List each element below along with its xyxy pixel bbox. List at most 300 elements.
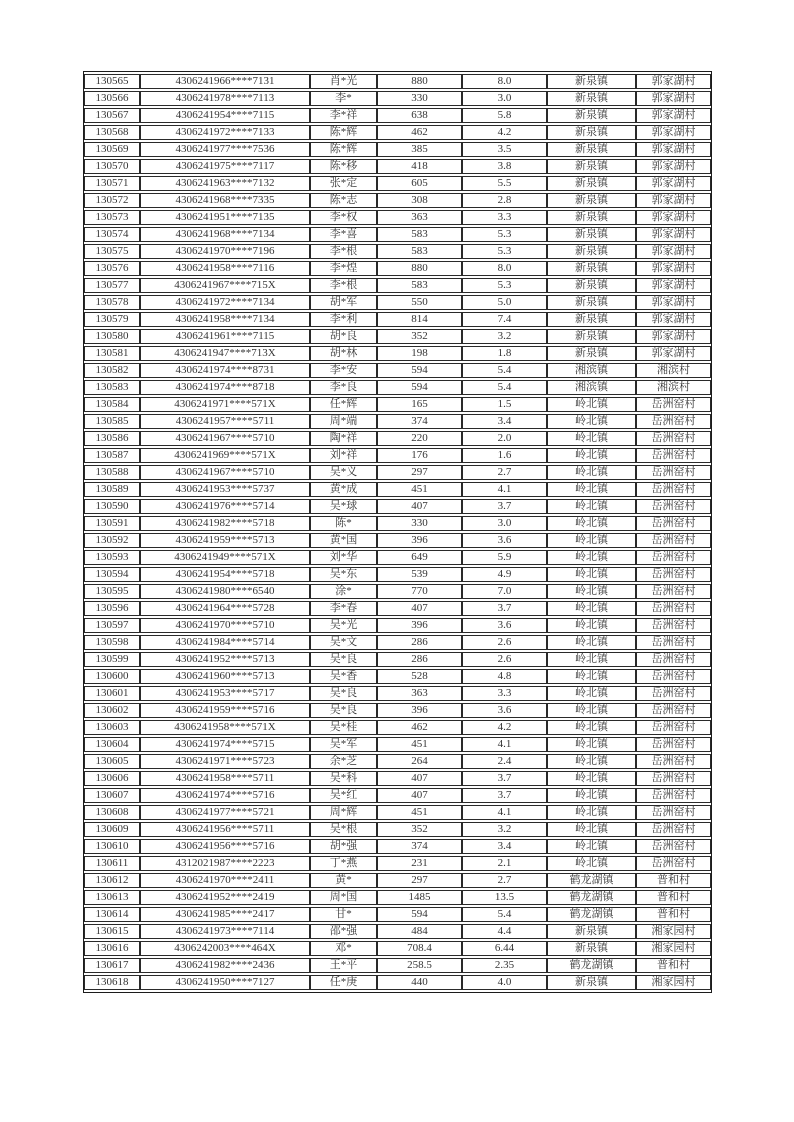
table-cell: 新泉镇 bbox=[547, 227, 636, 242]
table-cell: 新泉镇 bbox=[547, 941, 636, 956]
table-row bbox=[84, 91, 711, 106]
table-cell: 130582 bbox=[84, 363, 140, 378]
table-cell: 308 bbox=[377, 193, 462, 208]
table-row bbox=[84, 669, 711, 684]
table-cell: 130603 bbox=[84, 720, 140, 735]
table-cell: 新泉镇 bbox=[547, 924, 636, 939]
table-cell: 3.8 bbox=[462, 159, 547, 174]
table-cell: 130572 bbox=[84, 193, 140, 208]
table-cell: 4306241957****5711 bbox=[140, 414, 310, 429]
table-cell: 880 bbox=[377, 74, 462, 89]
table-row bbox=[84, 975, 711, 990]
table-cell: 130565 bbox=[84, 74, 140, 89]
table-cell: 130578 bbox=[84, 295, 140, 310]
table-cell: 330 bbox=[377, 516, 462, 531]
table-cell: 岳洲窑村 bbox=[636, 839, 711, 854]
table-cell: 130585 bbox=[84, 414, 140, 429]
table-cell: 4306241952****2419 bbox=[140, 890, 310, 905]
table-cell: 岭北镇 bbox=[547, 703, 636, 718]
table-cell: 郭家湖村 bbox=[636, 193, 711, 208]
table-cell: 3.0 bbox=[462, 91, 547, 106]
table-cell: 130590 bbox=[84, 499, 140, 514]
table-cell: 陈*志 bbox=[310, 193, 377, 208]
table-cell: 4306241956****5716 bbox=[140, 839, 310, 854]
table-cell: 4306241982****5718 bbox=[140, 516, 310, 531]
table-cell: 374 bbox=[377, 839, 462, 854]
table-cell: 吴*良 bbox=[310, 652, 377, 667]
table-cell: 363 bbox=[377, 210, 462, 225]
table-cell: 新泉镇 bbox=[547, 295, 636, 310]
table-cell: 任*辉 bbox=[310, 397, 377, 412]
table-cell: 普和村 bbox=[636, 873, 711, 888]
table-cell: 264 bbox=[377, 754, 462, 769]
table-cell: 吴*文 bbox=[310, 635, 377, 650]
table-cell: 普和村 bbox=[636, 890, 711, 905]
table-cell: 李*祥 bbox=[310, 108, 377, 123]
table-cell: 新泉镇 bbox=[547, 108, 636, 123]
table-cell: 新泉镇 bbox=[547, 244, 636, 259]
table-row bbox=[84, 703, 711, 718]
table-cell: 岳洲窑村 bbox=[636, 788, 711, 803]
table-row bbox=[84, 805, 711, 820]
table-cell: 岭北镇 bbox=[547, 584, 636, 599]
table-cell: 岳洲窑村 bbox=[636, 448, 711, 463]
table-cell: 3.2 bbox=[462, 822, 547, 837]
table-cell: 4306241980****6540 bbox=[140, 584, 310, 599]
table-cell: 新泉镇 bbox=[547, 329, 636, 344]
table-cell: 286 bbox=[377, 652, 462, 667]
table-cell: 肖*光 bbox=[310, 74, 377, 89]
table-cell: 4306241972****7133 bbox=[140, 125, 310, 140]
table-cell: 5.9 bbox=[462, 550, 547, 565]
table-cell: 583 bbox=[377, 244, 462, 259]
table-cell: 130611 bbox=[84, 856, 140, 871]
table-cell: 岭北镇 bbox=[547, 856, 636, 871]
table-cell: 岭北镇 bbox=[547, 465, 636, 480]
table-cell: 吴*光 bbox=[310, 618, 377, 633]
table-cell: 岳洲窑村 bbox=[636, 414, 711, 429]
table-cell: 4306241952****5713 bbox=[140, 652, 310, 667]
table-cell: 鹤龙湖镇 bbox=[547, 907, 636, 922]
table-cell: 4306241976****5714 bbox=[140, 499, 310, 514]
table-cell: 新泉镇 bbox=[547, 312, 636, 327]
table-cell: 4.0 bbox=[462, 975, 547, 990]
table-cell: 130593 bbox=[84, 550, 140, 565]
table-cell: 4306241968****7134 bbox=[140, 227, 310, 242]
table-cell: 130602 bbox=[84, 703, 140, 718]
table-row bbox=[84, 227, 711, 242]
table-cell: 330 bbox=[377, 91, 462, 106]
table-cell: 3.4 bbox=[462, 839, 547, 854]
table-row bbox=[84, 720, 711, 735]
table-cell: 4.2 bbox=[462, 125, 547, 140]
table-row bbox=[84, 346, 711, 361]
table-cell: 638 bbox=[377, 108, 462, 123]
table-cell: 岳洲窑村 bbox=[636, 635, 711, 650]
table-cell: 4306241958****7116 bbox=[140, 261, 310, 276]
table-cell: 黄* bbox=[310, 873, 377, 888]
table-row bbox=[84, 822, 711, 837]
table-cell: 4.8 bbox=[462, 669, 547, 684]
table-cell: 4306241963****7132 bbox=[140, 176, 310, 191]
table-cell: 郭家湖村 bbox=[636, 210, 711, 225]
table-cell: 3.3 bbox=[462, 210, 547, 225]
table-cell: 4306241953****5717 bbox=[140, 686, 310, 701]
table-cell: 4306241968****7335 bbox=[140, 193, 310, 208]
table-row bbox=[84, 550, 711, 565]
table-cell: 4306241967****5710 bbox=[140, 465, 310, 480]
table-cell: 3.7 bbox=[462, 601, 547, 616]
table-cell: 任*庚 bbox=[310, 975, 377, 990]
table-cell: 484 bbox=[377, 924, 462, 939]
table-cell: 4306241950****7127 bbox=[140, 975, 310, 990]
table-cell: 649 bbox=[377, 550, 462, 565]
table-row bbox=[84, 74, 711, 89]
table-cell: 吴*香 bbox=[310, 669, 377, 684]
table-cell: 岭北镇 bbox=[547, 788, 636, 803]
table-row bbox=[84, 771, 711, 786]
table-cell: 130615 bbox=[84, 924, 140, 939]
table-cell: 岭北镇 bbox=[547, 397, 636, 412]
table-row bbox=[84, 176, 711, 191]
table-row bbox=[84, 618, 711, 633]
table-cell: 岭北镇 bbox=[547, 499, 636, 514]
table-cell: 4306241972****7134 bbox=[140, 295, 310, 310]
table-cell: 岭北镇 bbox=[547, 482, 636, 497]
table-cell: 普和村 bbox=[636, 958, 711, 973]
table-cell: 新泉镇 bbox=[547, 261, 636, 276]
table-cell: 李*根 bbox=[310, 278, 377, 293]
table-cell: 岳洲窑村 bbox=[636, 703, 711, 718]
table-cell: 岭北镇 bbox=[547, 771, 636, 786]
table-row bbox=[84, 686, 711, 701]
table-cell: 岭北镇 bbox=[547, 822, 636, 837]
table-cell: 岳洲窑村 bbox=[636, 516, 711, 531]
table-row bbox=[84, 516, 711, 531]
table-cell: 岭北镇 bbox=[547, 669, 636, 684]
table-cell: 605 bbox=[377, 176, 462, 191]
table-cell: 岳洲窑村 bbox=[636, 669, 711, 684]
table-cell: 岳洲窑村 bbox=[636, 431, 711, 446]
table-cell: 5.3 bbox=[462, 244, 547, 259]
table-row bbox=[84, 873, 711, 888]
table-cell: 新泉镇 bbox=[547, 159, 636, 174]
table-row bbox=[84, 142, 711, 157]
table-cell: 4306242003****464X bbox=[140, 941, 310, 956]
table-cell: 130579 bbox=[84, 312, 140, 327]
table-cell: 2.1 bbox=[462, 856, 547, 871]
table-cell: 130580 bbox=[84, 329, 140, 344]
table-cell: 胡*林 bbox=[310, 346, 377, 361]
table-cell: 130577 bbox=[84, 278, 140, 293]
table-cell: 2.7 bbox=[462, 873, 547, 888]
table-cell: 丁*燕 bbox=[310, 856, 377, 871]
table-cell: 岭北镇 bbox=[547, 720, 636, 735]
table-cell: 3.3 bbox=[462, 686, 547, 701]
table-cell: 吴*桂 bbox=[310, 720, 377, 735]
table-cell: 吴*义 bbox=[310, 465, 377, 480]
table-cell: 4306241958****7134 bbox=[140, 312, 310, 327]
table-cell: 湘滨镇 bbox=[547, 380, 636, 395]
table-cell: 231 bbox=[377, 856, 462, 871]
table-cell: 郭家湖村 bbox=[636, 346, 711, 361]
table-cell: 王*平 bbox=[310, 958, 377, 973]
table-cell: 岳洲窑村 bbox=[636, 822, 711, 837]
table-cell: 新泉镇 bbox=[547, 278, 636, 293]
table-cell: 鹤龙湖镇 bbox=[547, 958, 636, 973]
table-cell: 7.4 bbox=[462, 312, 547, 327]
table-cell: 李* bbox=[310, 91, 377, 106]
table-cell: 岳洲窑村 bbox=[636, 720, 711, 735]
table-row bbox=[84, 499, 711, 514]
table-cell: 李*根 bbox=[310, 244, 377, 259]
table-cell: 岳洲窑村 bbox=[636, 397, 711, 412]
table-row bbox=[84, 635, 711, 650]
table-cell: 黄*成 bbox=[310, 482, 377, 497]
table-cell: 2.0 bbox=[462, 431, 547, 446]
table-cell: 814 bbox=[377, 312, 462, 327]
table-cell: 130595 bbox=[84, 584, 140, 599]
table-cell: 湘滨镇 bbox=[547, 363, 636, 378]
table-cell: 220 bbox=[377, 431, 462, 446]
table-cell: 130607 bbox=[84, 788, 140, 803]
table-cell: 湘滨村 bbox=[636, 363, 711, 378]
table-cell: 130588 bbox=[84, 465, 140, 480]
table-cell: 4.4 bbox=[462, 924, 547, 939]
table-cell: 451 bbox=[377, 737, 462, 752]
table-cell: 2.6 bbox=[462, 635, 547, 650]
table-cell: 岭北镇 bbox=[547, 533, 636, 548]
table-cell: 4306241958****571X bbox=[140, 720, 310, 735]
table-cell: 583 bbox=[377, 278, 462, 293]
table-cell: 陈*移 bbox=[310, 159, 377, 174]
table-cell: 新泉镇 bbox=[547, 74, 636, 89]
table-cell: 352 bbox=[377, 329, 462, 344]
table-row bbox=[84, 125, 711, 140]
table-cell: 6.44 bbox=[462, 941, 547, 956]
table-cell: 4306241971****5723 bbox=[140, 754, 310, 769]
table-cell: 5.4 bbox=[462, 380, 547, 395]
table-row bbox=[84, 856, 711, 871]
table-row bbox=[84, 465, 711, 480]
table-cell: 4306241974****8718 bbox=[140, 380, 310, 395]
table-cell: 4306241977****5721 bbox=[140, 805, 310, 820]
table-cell: 湘家园村 bbox=[636, 975, 711, 990]
table-cell: 岳洲窑村 bbox=[636, 652, 711, 667]
table-cell: 7.0 bbox=[462, 584, 547, 599]
table-cell: 2.35 bbox=[462, 958, 547, 973]
table-cell: 130618 bbox=[84, 975, 140, 990]
table-row bbox=[84, 312, 711, 327]
table-cell: 鹤龙湖镇 bbox=[547, 890, 636, 905]
table-row bbox=[84, 652, 711, 667]
table-cell: 刘*祥 bbox=[310, 448, 377, 463]
table-row bbox=[84, 890, 711, 905]
table-cell: 岳洲窑村 bbox=[636, 533, 711, 548]
table-cell: 吴*根 bbox=[310, 822, 377, 837]
table-cell: 407 bbox=[377, 499, 462, 514]
table-cell: 吴*军 bbox=[310, 737, 377, 752]
table-cell: 130592 bbox=[84, 533, 140, 548]
table-cell: 刘*华 bbox=[310, 550, 377, 565]
table-row bbox=[84, 397, 711, 412]
table-cell: 黄*国 bbox=[310, 533, 377, 548]
table-row bbox=[84, 754, 711, 769]
table-cell: 130586 bbox=[84, 431, 140, 446]
table-cell: 374 bbox=[377, 414, 462, 429]
table-cell: 286 bbox=[377, 635, 462, 650]
table-row bbox=[84, 414, 711, 429]
table-cell: 4306241964****5728 bbox=[140, 601, 310, 616]
table-cell: 583 bbox=[377, 227, 462, 242]
table-cell: 岳洲窑村 bbox=[636, 737, 711, 752]
table-cell: 岳洲窑村 bbox=[636, 686, 711, 701]
data-table bbox=[83, 71, 712, 993]
table-cell: 岭北镇 bbox=[547, 516, 636, 531]
table-row bbox=[84, 584, 711, 599]
table-cell: 新泉镇 bbox=[547, 142, 636, 157]
table-cell: 陈*辉 bbox=[310, 125, 377, 140]
table-cell: 吴*良 bbox=[310, 686, 377, 701]
table-row bbox=[84, 329, 711, 344]
table-cell: 岭北镇 bbox=[547, 652, 636, 667]
table-cell: 2.7 bbox=[462, 465, 547, 480]
table-row bbox=[84, 278, 711, 293]
table-cell: 4306241974****5716 bbox=[140, 788, 310, 803]
table-cell: 4306241985****2417 bbox=[140, 907, 310, 922]
table-cell: 4306241961****7115 bbox=[140, 329, 310, 344]
table-cell: 岳洲窑村 bbox=[636, 567, 711, 582]
table-cell: 396 bbox=[377, 618, 462, 633]
table-cell: 岳洲窑村 bbox=[636, 465, 711, 480]
table-cell: 湘家园村 bbox=[636, 924, 711, 939]
table-cell: 胡*良 bbox=[310, 329, 377, 344]
table-cell: 郭家湖村 bbox=[636, 227, 711, 242]
table-cell: 176 bbox=[377, 448, 462, 463]
table-cell: 吴*良 bbox=[310, 703, 377, 718]
table-cell: 130573 bbox=[84, 210, 140, 225]
table-cell: 3.7 bbox=[462, 771, 547, 786]
table-cell: 岳洲窑村 bbox=[636, 856, 711, 871]
table-cell: 3.7 bbox=[462, 499, 547, 514]
table-cell: 新泉镇 bbox=[547, 193, 636, 208]
table-cell: 4306241953****5737 bbox=[140, 482, 310, 497]
table-cell: 4306241973****7114 bbox=[140, 924, 310, 939]
table-cell: 2.4 bbox=[462, 754, 547, 769]
table-cell: 4306241958****5711 bbox=[140, 771, 310, 786]
table-cell: 594 bbox=[377, 907, 462, 922]
table-cell: 4.2 bbox=[462, 720, 547, 735]
table-cell: 新泉镇 bbox=[547, 125, 636, 140]
table-cell: 3.6 bbox=[462, 533, 547, 548]
table-cell: 130606 bbox=[84, 771, 140, 786]
table-cell: 李*春 bbox=[310, 601, 377, 616]
table-row bbox=[84, 924, 711, 939]
table-cell: 352 bbox=[377, 822, 462, 837]
table-cell: 李*煌 bbox=[310, 261, 377, 276]
table-cell: 130574 bbox=[84, 227, 140, 242]
table-cell: 4306241969****571X bbox=[140, 448, 310, 463]
table-cell: 岭北镇 bbox=[547, 618, 636, 633]
table-row bbox=[84, 567, 711, 582]
table-row bbox=[84, 941, 711, 956]
table-cell: 4.9 bbox=[462, 567, 547, 582]
table-row bbox=[84, 601, 711, 616]
table-cell: 451 bbox=[377, 805, 462, 820]
table-cell: 4306241975****7117 bbox=[140, 159, 310, 174]
table-cell: 湘滨村 bbox=[636, 380, 711, 395]
table-cell: 李*喜 bbox=[310, 227, 377, 242]
table-cell: 198 bbox=[377, 346, 462, 361]
table-cell: 880 bbox=[377, 261, 462, 276]
table-cell: 岭北镇 bbox=[547, 601, 636, 616]
table-cell: 4306241959****5713 bbox=[140, 533, 310, 548]
table-cell: 邓* bbox=[310, 941, 377, 956]
table-cell: 周*端 bbox=[310, 414, 377, 429]
table-cell: 539 bbox=[377, 567, 462, 582]
table-cell: 岳洲窑村 bbox=[636, 754, 711, 769]
table-cell: 4306241967****5710 bbox=[140, 431, 310, 446]
table-cell: 4306241974****8731 bbox=[140, 363, 310, 378]
table-cell: 130610 bbox=[84, 839, 140, 854]
table-row bbox=[84, 295, 711, 310]
table-cell: 130587 bbox=[84, 448, 140, 463]
table-cell: 郭家湖村 bbox=[636, 125, 711, 140]
table-cell: 8.0 bbox=[462, 261, 547, 276]
table-cell: 郭家湖村 bbox=[636, 261, 711, 276]
table-cell: 4306241967****715X bbox=[140, 278, 310, 293]
table-cell: 甘* bbox=[310, 907, 377, 922]
table-cell: 594 bbox=[377, 380, 462, 395]
table-cell: 郭家湖村 bbox=[636, 312, 711, 327]
table-cell: 5.3 bbox=[462, 227, 547, 242]
table-cell: 440 bbox=[377, 975, 462, 990]
table-cell: 4306241982****2436 bbox=[140, 958, 310, 973]
table-cell: 陈*辉 bbox=[310, 142, 377, 157]
table-cell: 4.1 bbox=[462, 482, 547, 497]
table-row bbox=[84, 210, 711, 225]
table-cell: 岭北镇 bbox=[547, 805, 636, 820]
table-cell: 4306241954****5718 bbox=[140, 567, 310, 582]
table-cell: 4306241949****571X bbox=[140, 550, 310, 565]
table-cell: 岳洲窑村 bbox=[636, 805, 711, 820]
table-cell: 4.1 bbox=[462, 737, 547, 752]
table-row bbox=[84, 193, 711, 208]
table-cell: 130566 bbox=[84, 91, 140, 106]
table-cell: 462 bbox=[377, 125, 462, 140]
table-cell: 130608 bbox=[84, 805, 140, 820]
table-cell: 396 bbox=[377, 533, 462, 548]
table-row bbox=[84, 958, 711, 973]
table-cell: 吴*红 bbox=[310, 788, 377, 803]
table-cell: 岳洲窑村 bbox=[636, 584, 711, 599]
table-cell: 130576 bbox=[84, 261, 140, 276]
table-cell: 4306241947****713X bbox=[140, 346, 310, 361]
table-cell: 130599 bbox=[84, 652, 140, 667]
table-cell: 130570 bbox=[84, 159, 140, 174]
table-cell: 4306241954****7115 bbox=[140, 108, 310, 123]
table-cell: 5.4 bbox=[462, 363, 547, 378]
table-cell: 418 bbox=[377, 159, 462, 174]
table-row bbox=[84, 907, 711, 922]
table-cell: 363 bbox=[377, 686, 462, 701]
table-cell: 岭北镇 bbox=[547, 414, 636, 429]
table-cell: 130575 bbox=[84, 244, 140, 259]
table-cell: 130598 bbox=[84, 635, 140, 650]
table-cell: 郭家湖村 bbox=[636, 159, 711, 174]
table-cell: 130596 bbox=[84, 601, 140, 616]
table-cell: 130597 bbox=[84, 618, 140, 633]
